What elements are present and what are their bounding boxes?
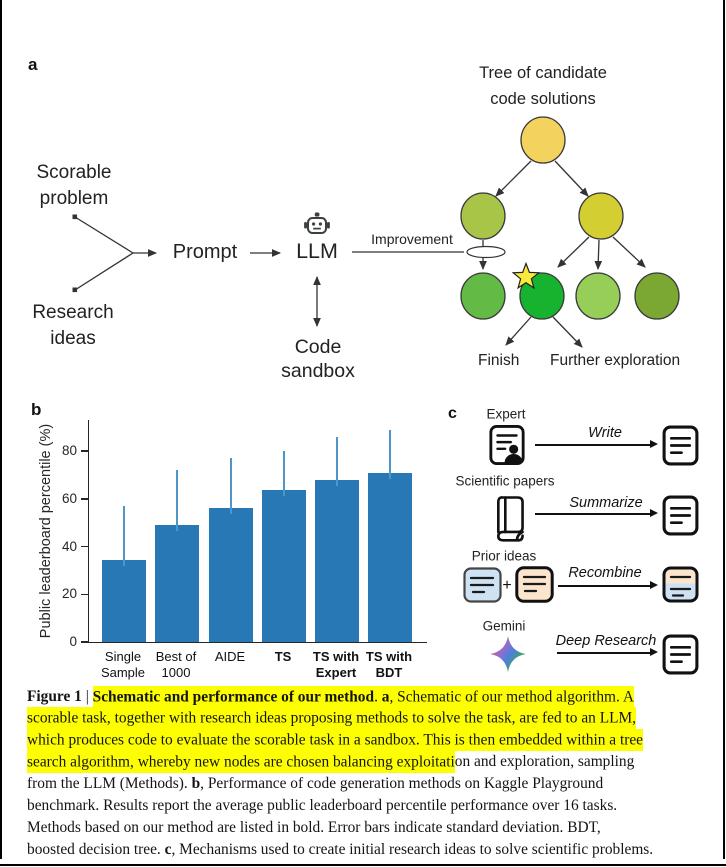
finish-label: Finish [478, 352, 520, 369]
tree-node-leaf3 [576, 273, 620, 319]
y-tick-mark [81, 450, 88, 452]
caption-text: Figure 1 [27, 688, 82, 705]
caption-text: | [81, 688, 93, 705]
bar-aide [209, 508, 253, 642]
caption-text: b [191, 775, 201, 793]
caption-text: c [164, 840, 172, 858]
improvement-label: Improvement [371, 231, 453, 247]
error-bar [389, 430, 392, 479]
panel-b-label: b [31, 400, 42, 419]
caption-line [27, 839, 719, 861]
y-axis-label: Public leaderboard percentile (%) [38, 423, 54, 639]
recombined-card-icon [662, 566, 699, 603]
y-tick-mark [81, 546, 88, 548]
bar-best-of-1000 [155, 525, 199, 642]
x-category-label: TS with Expert [312, 649, 360, 680]
tree-edge-root-right [555, 161, 588, 196]
tree-edge-right-leaf3 [598, 240, 599, 269]
y-tick-mark [81, 498, 88, 500]
page-border-bottom [0, 864, 726, 866]
x-category-label: AIDE [214, 649, 246, 664]
expert-label: Expert [486, 406, 526, 422]
error-bar [123, 506, 126, 566]
recombine-arrow [558, 585, 651, 587]
summarize-arrow [535, 513, 651, 515]
idea-card-orange-icon [515, 566, 554, 603]
document-icon [662, 425, 699, 466]
caption-text: on and exploration, sampling [454, 753, 635, 771]
write-action-label: Write [588, 425, 622, 441]
y-tick-label: 80 [61, 443, 77, 458]
y-tick-mark [81, 594, 88, 596]
error-bar [283, 451, 286, 496]
scientific-papers-label: Scientific papers [455, 473, 555, 489]
tree-edge-right-leaf2 [558, 237, 589, 267]
write-arrow [535, 444, 651, 446]
y-tick-label: 60 [61, 490, 77, 506]
edge-to-research [75, 253, 133, 290]
caption-highlighted-text: . [374, 686, 382, 708]
x-category-label: TS with BDT [365, 649, 413, 680]
caption-highlighted-text: a [382, 686, 390, 708]
y-tick-label: 0 [69, 634, 77, 649]
tree-node-leaf1 [461, 273, 505, 319]
caption-highlighted-text: , Schematic of our method algorithm. A [389, 686, 634, 708]
figure-caption [27, 686, 719, 860]
bar-chart-plot-area [88, 420, 427, 643]
caption-text: boosted decision tree. [27, 840, 165, 858]
panel-c-label: c [448, 405, 457, 422]
caption-line [27, 817, 719, 839]
y-tick-label: 40 [61, 538, 77, 554]
summarize-action-label: Summarize [569, 495, 643, 511]
caption-text: from the LLM (Methods). [27, 775, 192, 793]
error-bar [230, 458, 233, 514]
expert-document-icon [488, 424, 526, 466]
panel-a-diagram [0, 0, 726, 400]
error-bar [176, 470, 179, 531]
tree-node-leaf4 [635, 273, 679, 319]
further-exploration-label: Further exploration [550, 352, 681, 369]
prompt-label: Prompt [172, 241, 238, 263]
caption-text: Methods based on our method are listed in bold. Error bars indicate standard deviation. BDT, [27, 818, 601, 836]
caption-line [27, 708, 719, 730]
tree-title: Tree of candidate code solutions [479, 64, 607, 108]
caption-highlighted-text: search algorithm, whereby new nodes are chosen balancing exploitati [27, 751, 455, 773]
tree-edge-further [553, 317, 582, 347]
tree-edge-root-left [496, 161, 531, 196]
caption-text: benchmark. Results report the average public leaderboard percentile performance over 16 tasks. [27, 796, 618, 814]
gemini-sparkle-icon [489, 635, 527, 673]
caption-line [27, 773, 719, 795]
bar-ts-with-expert [315, 480, 359, 642]
caption-line [27, 795, 719, 817]
tree-edge-right-leaf4 [613, 237, 645, 267]
bar-ts [262, 490, 306, 642]
research-ideas-label: Research ideas [32, 302, 114, 349]
selection-ellipse [467, 247, 505, 258]
code-sandbox-label: Code sandbox [281, 336, 355, 382]
tree-edge-finish [506, 317, 531, 345]
caption-text: , Performance of code generation methods on Kaggle Playground [200, 775, 604, 793]
x-category-label: TS [274, 649, 292, 664]
bar-single-sample [102, 560, 146, 642]
y-tick-label: 20 [61, 586, 77, 602]
error-bar [336, 437, 339, 486]
document-icon [662, 634, 699, 675]
scorable-problem-label: Scorable problem [36, 162, 112, 209]
caption-highlighted-text: scorable task, together with research ideas proposing methods to solve the task, are fed to an LLM, [27, 707, 636, 729]
tree-node-root [521, 117, 565, 163]
y-tick-mark [81, 641, 88, 643]
gemini-label: Gemini [482, 618, 526, 634]
tree-node-child-left [461, 193, 505, 239]
plus-sign: + [502, 577, 512, 594]
document-icon [662, 495, 699, 536]
caption-line [27, 686, 719, 708]
panel-a-label: a [28, 55, 38, 74]
tree-node-child-right [579, 193, 623, 239]
caption-highlighted-text: Schematic and performance of our method [93, 686, 374, 708]
prior-ideas-label: Prior ideas [471, 548, 537, 564]
caption-line [27, 751, 719, 773]
deep-research-arrow [557, 652, 651, 654]
bar-ts-with-bdt [368, 473, 412, 643]
x-category-label: Best of 1000 [155, 649, 197, 680]
caption-text: , Mechanisms used to create initial research ideas to solve scientific problems. [171, 840, 654, 858]
edge-to-scorable [75, 217, 133, 253]
idea-card-blue-icon [463, 567, 502, 603]
caption-highlighted-text: which produces code to evaluate the scorable task in a sandbox. This is then embedded within a tree [27, 729, 643, 751]
deep-research-action-label: Deep Research [555, 633, 657, 649]
x-category-label: Single Sample [100, 649, 146, 680]
caption-line [27, 730, 719, 752]
recombine-action-label: Recombine [568, 565, 642, 581]
book-icon [489, 493, 530, 543]
llm-label: LLM [296, 239, 338, 263]
